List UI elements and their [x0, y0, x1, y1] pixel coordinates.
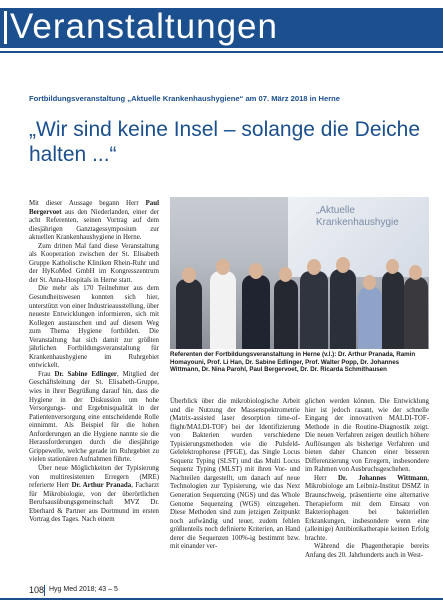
text-run: , Mitglied der Geschäftsleitung der St. Elisabeth-Gruppe, wies in ihrer Begrüßung darauf hin, dass die Hygiene in der Diskussion um hohe Versorgungs- und Ergebnisqualität in der Patientenversorgung eine entscheidende Rolle einnimmt. Als Beispiel für die hohen Anforderungen an die Hygiene nannte sie die Herausforderungen durch die diesjährige Grippewelle, welche gerade im Ruhrgebiet zu vielen stationären Aufnahmen führte. [29, 370, 160, 464]
text-column-1 [29, 200, 159, 525]
footer-separator [44, 585, 45, 596]
paragraph: Die mehr als 170 Teilnehmer aus dem Gesundheitswesen konnten sich hier, unterstützt von einer Industrieausstellung, über neueste Entwicklungen informieren, sich mit Kollegen austauschen und auf diesem Weg zum Thema Hygiene fortbilden. Die Veranstaltung hat sich damit zur größten jährlichen Fortbildungsveranstaltung für Krankenhaushygiene im Ruhrgebiet entwickelt. [29, 285, 159, 370]
paragraph: glichen werden können. Die Entwicklung hier ist jedoch rasant, wie der schnelle Eingang der innovativen MALDI-TOF-Methode in die Routine-Diagnostik zeigt. Die neuen Verfahren zeigen deutlich höhere Auflösungen als bisherige Verfahren und bieten daher Chancen einer besseren Differenzierung von Erregern, insbesondere im Rahmen von Ausbruchsgeschehen. [305, 398, 429, 474]
section-title: Veranstaltungen [10, 7, 278, 46]
paragraph: Überblick über die mikrobiologische Arbeit und die Nutzung der Massenspektrometrie (Matrix-assisted laser desorption time-of-flight/MALDI-TOF) bei der Identifizierung von Bakterien wurden verschiedene Typisierungsmethoden wie die Pulsfeld-Gelelektrophorese (PFGE), das Single Locus Sequenz Typing (SLST) und das Multi Locus Sequenz Typing (MLST) mit ihren Vor- und Nachteilen dargestellt, um danach auf neue Technologien zur Typisierung, wie das Next Generation Sequenzing (NGS) und das Whole Genome Sequenzing (WGS) einzugehen. Diese Methoden sind zum jetzigen Zeitpunkt noch aufwändig und teuer, zudem fehlen größtenteils noch definierte Kriterien, an Hand derer die Sequenzen 100%-ig bestimmt bzw. mit einander ver- [170, 398, 300, 551]
banner-text-line: Krankenhaushygie [316, 217, 399, 228]
article-subtitle: Fortbildungsveranstaltung „Aktuelle Krankenhaushygiene“ am 07. März 2018 in Herne [29, 94, 341, 103]
banner-rule [0, 51, 443, 53]
person-head [182, 267, 196, 283]
speaker-name: Dr. Arthur Pranada [71, 482, 132, 490]
person-head [249, 263, 263, 279]
person-silhouette [242, 275, 270, 349]
person-silhouette [330, 269, 356, 349]
text-column-2 [170, 398, 300, 552]
journal-citation: Hyg Med 2018; 43 – 5 [49, 586, 118, 593]
paragraph: Während die Phagentherapie bereits Anfang des 20. Jahrhunderts auch in West- [305, 543, 429, 559]
speaker-name: Dr. Johannes Wittmann [337, 474, 428, 482]
photo-caption: Referenten der Fortbildungsveranstaltung in Herne (v.l.): Dr. Arthur Pranada, Ramin Homayouni, Prof. Li Han, Dr. Sabine Edlinger, Prof. Walter Popp, Dr. Johannes Wittmann, Dr. Nina Parohl, Paul Bergervoet, Dr. Dr. Ricarda Schmithausen [170, 351, 416, 374]
person-head [336, 257, 350, 273]
person-silhouette [404, 277, 428, 349]
banner-text-line: „Aktuelle [316, 205, 355, 216]
paragraph [305, 475, 429, 543]
text-run: Frau [38, 370, 55, 378]
page-number: 108 [29, 585, 45, 595]
person-head [363, 275, 376, 290]
banner-display-text [316, 205, 399, 229]
section-banner [0, 0, 443, 56]
paragraph [29, 465, 159, 525]
banner-accent-bar [4, 11, 7, 44]
text-column-3 [305, 398, 429, 560]
text-run: Mit dieser Aussage begann Herr [29, 200, 146, 207]
person-head [216, 259, 230, 275]
text-run: Über neue Möglichkeiten der Typisierung von multiresistenten Erregern (MRE) referierte Herr [29, 464, 159, 490]
paragraph [29, 200, 159, 243]
text-run: , Mikrobiologe am Leibniz-Institut DSMZ in Braunschweig, präsentierte eine alternative Therapieform mit dem Einsatz von Bakteriophagen bei bakteriellen Erkrankungen, insbesondere wenn eine (alleinige) Antibiotikatherapie keinen Erfolg brachte. [305, 474, 429, 542]
person-silhouette [274, 279, 298, 349]
group-photo [170, 197, 429, 349]
person-head [307, 259, 321, 275]
speaker-name: Paul Bergervoet [29, 200, 159, 216]
person-silhouette [300, 271, 328, 349]
speaker-name: Dr. Sabine Edlinger [54, 370, 117, 378]
person-silhouette [382, 271, 404, 349]
person-silhouette [176, 279, 202, 349]
text-run: aus den Niederlanden, einer der acht Referenten, seinen Vortrag auf dem diesjährigen Ganztagessymposium zur aktuellen Krankenhaushygiene in Herne. [29, 208, 159, 242]
text-run: , Facharzt für Mikrobiologie, von der überörtlichen Berufsausübungsgemeinschaft MVZ Dr. Eberhard & Partner aus Dortmund im ersten Vortrag des Tages. Nach einem [29, 482, 159, 524]
person-silhouette [358, 287, 382, 349]
person-head [386, 259, 399, 274]
page-footer [0, 583, 443, 600]
paragraph: Zum dritten Mal fand diese Veranstaltung als Kooperation zwischen der St. Elisabeth Gruppe Katholische Kliniken Rhein-Ruhr und der HyKoMed GmbH im Kongresszentrum der St. Anna-Hospitals in Herne statt. [29, 242, 159, 284]
article-headline: „Wir sind keine Insel – solange die Deiche halten ...“ [29, 118, 421, 166]
person-head [409, 265, 422, 280]
paragraph [29, 371, 159, 465]
text-run: Herr [314, 474, 338, 482]
person-head [279, 267, 292, 282]
person-silhouette [210, 271, 236, 349]
